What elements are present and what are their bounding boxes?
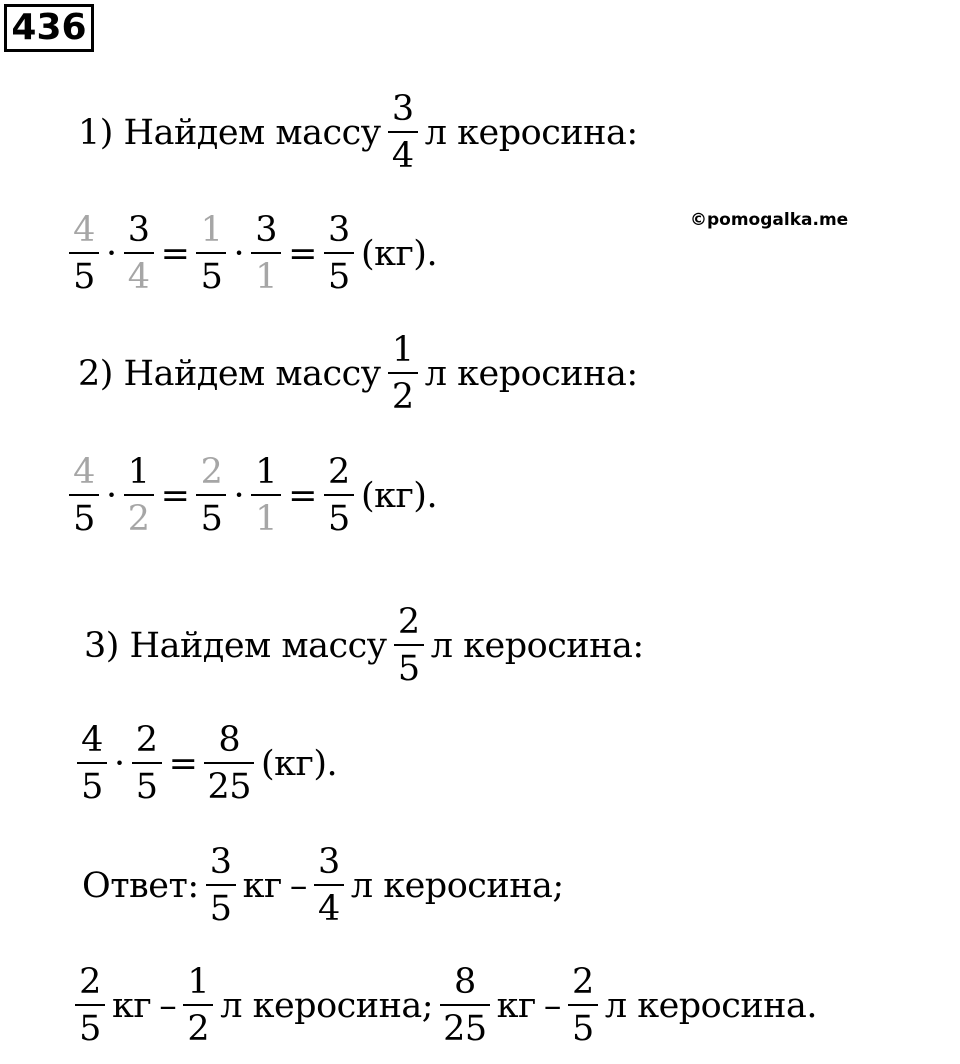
fraction: $\frac{3}{4}$	[124, 213, 154, 295]
answer-label: Ответ:	[82, 866, 199, 906]
step3-calculation: $\frac{4}{5}$ · $\frac{2}{5}$ = $\frac{8}{25}$ (кг).	[74, 723, 341, 805]
step2-heading	[74, 330, 642, 417]
fraction: $\frac{2}{5}$	[196, 455, 226, 537]
step1-text-a: 1) Найдем массу	[78, 113, 381, 153]
fraction: $\frac{2}{5}$	[324, 455, 354, 537]
fraction: $\frac{4}{5}$	[77, 723, 107, 805]
fraction: $\frac{4}{5}$	[69, 455, 99, 537]
step3-text-a: 3) Найдем массу	[84, 626, 387, 666]
step2-text-a: 2) Найдем массу	[78, 354, 381, 394]
fraction: $\frac{2}{5}$	[568, 965, 598, 1047]
fraction: $\frac{2}{5}$	[132, 723, 162, 805]
fraction: $\frac{3}{1}$	[251, 213, 281, 295]
unit: (кг).	[360, 234, 438, 274]
watermark: ©pomogalka.me	[690, 210, 849, 230]
step2-fraction: $\frac{1}{2}$	[388, 333, 418, 415]
fraction: $\frac{3}{5}$	[206, 845, 236, 927]
fraction: $\frac{3}{4}$	[314, 845, 344, 927]
fraction: $\frac{4}{5}$	[69, 213, 99, 295]
fraction: $\frac{3}{5}$	[324, 213, 354, 295]
step3-fraction: $\frac{2}{5}$	[394, 605, 424, 687]
step3-text-b: л керосина:	[430, 626, 644, 666]
fraction: $\frac{1}{1}$	[251, 455, 281, 537]
step1-text-b: л керосина:	[424, 113, 638, 153]
step1-calculation: $\frac{4}{5}$ · $\frac{3}{4}$ = $\frac{1}{5}$ · $\frac{3}{1}$ = $\frac{3}{5}$ (кг).	[66, 213, 441, 295]
unit: (кг).	[360, 476, 438, 516]
step1-fraction: $\frac{3}{4}$	[388, 92, 418, 174]
step2-text-b: л керосина:	[424, 354, 638, 394]
fraction: $\frac{2}{5}$	[75, 965, 105, 1047]
problem-number: 436	[4, 4, 94, 52]
step2-calculation: $\frac{4}{5}$ · $\frac{1}{2}$ = $\frac{2}{5}$ · $\frac{1}{1}$ = $\frac{2}{5}$ (кг).	[66, 455, 441, 537]
fraction: $\frac{1}{5}$	[196, 213, 226, 295]
fraction: $\frac{1}{2}$	[183, 965, 213, 1047]
unit: (кг).	[261, 744, 338, 784]
answer-line-2: $\frac{2}{5}$ кг – $\frac{1}{2}$ л керосина; $\frac{8}{25}$ кг – $\frac{2}{5}$ л керосина.	[72, 965, 821, 1047]
step1-heading	[74, 89, 642, 176]
step3-heading	[80, 602, 648, 689]
fraction: $\frac{1}{2}$	[124, 455, 154, 537]
fraction: $\frac{8}{25}$	[440, 965, 490, 1047]
answer-line-1: Ответ: $\frac{3}{5}$ кг – $\frac{3}{4}$ л керосина;	[82, 842, 564, 929]
fraction: $\frac{8}{25}$	[204, 723, 254, 805]
